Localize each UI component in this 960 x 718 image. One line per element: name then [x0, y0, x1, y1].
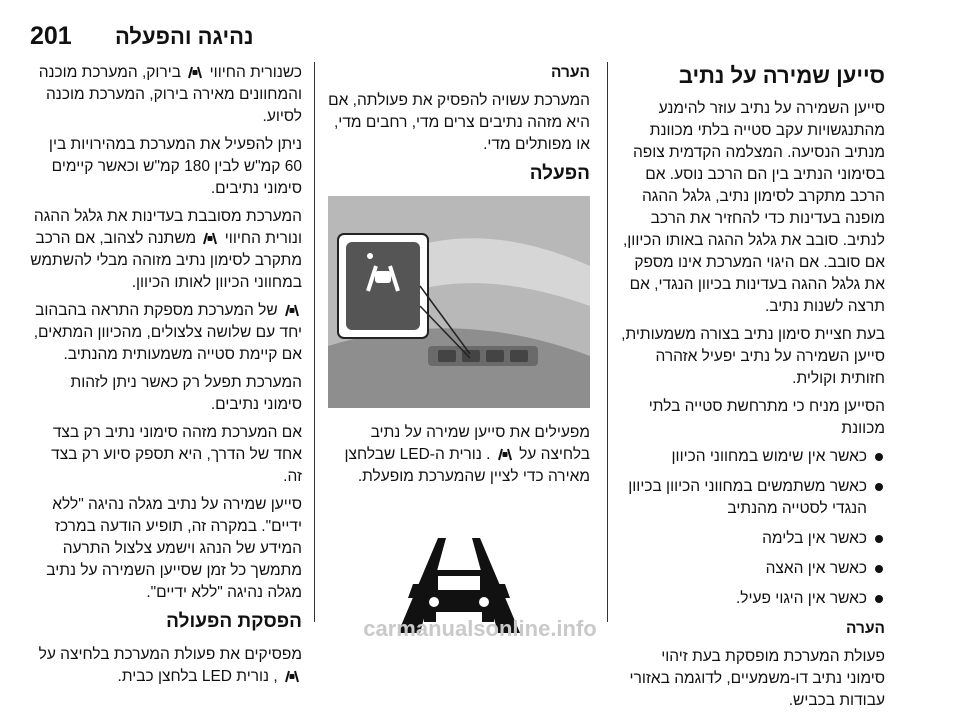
- dashboard-photo-illustration: [328, 196, 590, 408]
- list-item: כאשר אין בלימה: [620, 528, 885, 550]
- one-side-paragraph: אם המערכת מזהה סימוני נתיב רק בצד אחד של הדרך, היא תספק סיוע רק בצד זה.: [51, 424, 302, 485]
- page-number: 201: [30, 22, 72, 50]
- ready-indicator-paragraph: כשנורית החיווי בירוק, המערכת מוכנה והמחוונים מאירה בירוק, המערכת מוכנה לסיוע.: [38, 64, 302, 125]
- left-column: [30, 62, 302, 694]
- lane-assist-title: סייען שמירה על נתיב: [678, 63, 885, 88]
- list-item: כאשר אין שימוש במחווני הכיוון: [620, 446, 885, 468]
- section-title: נהיגה והפעלה: [115, 24, 254, 49]
- intro-paragraph: סייען השמירה על נתיב עוזר להימנע מהתנגשויות עקב סטייה בלתי מכוונת מנתיב הנסיעה. המצלמה הקדמית צופה בסימוני הנתיב בין הם הרכב נוסע. אם הרכב מתקרב לסימון נתיב, גלגל ההגה מופנה בעדינות כדי להחזיר את הרכב לנתיב. סובב את גלגל ההגה באותו הכיוון, אם סובב. אם היגוי המערכת אינו מספק את גלגל ההגה בעדינות בכיוון הנגדי, אם תרצה לשנות נתיב.: [622, 100, 885, 315]
- deactivation-heading: הפסקת הפעולה: [166, 611, 302, 632]
- note-label: הערה: [551, 64, 590, 81]
- column-divider: [314, 62, 315, 622]
- marking-detect-paragraph: המערכת תפעל רק כאשר ניתן לזהות סימוני נתיבים.: [70, 374, 302, 413]
- assumption-paragraph: הסייען מניח כי מתרחשת סטייה בלתי מכוונת: [648, 398, 885, 437]
- speed-range-paragraph: ניתן להפעיל את המערכת במהירויות בין 60 קמ"ש לבין 180 קמ"ש וכאשר קיימים סימוני נתיבים.: [48, 136, 302, 197]
- steering-paragraph: המערכת מסובבת בעדינות את גלגל ההגה ונורית החיווי משתנה לצהוב, אם הרכב מתקרב לסימון נתיב מזוהה מבלי להשתמש במחווני הכיוון לאותו הכיוון.: [30, 208, 302, 291]
- lane-assist-icon: [187, 64, 203, 79]
- column-divider: [607, 62, 608, 622]
- deactivation-paragraph: מפסיקים את פעולת המערכת בלחיצה על , נורית LED בלחצן כבית.: [38, 646, 302, 685]
- condition-list: [620, 446, 885, 610]
- lane-assist-icon: [284, 668, 300, 683]
- middle-column: [328, 62, 590, 638]
- activation-text: מפעילים את סייען שמירה על נתיב בלחיצה על . נורית ה-LED שבלחצן מאירה כדי לציין שהמערכת מופעלת.: [344, 424, 590, 485]
- flash-warning-paragraph: של המערכת מספקת התראה בהבהוב יחד עם שלושה צלצולים, מהכיוון המתאים, אם קיימת סטייה משמעותית מהנתיב.: [33, 302, 302, 363]
- note-text: פעולת המערכת מופסקת בעת זיהוי סימוני נתיב דו-משמעיים, לדוגמה באזורי עבודות בכביש.: [629, 648, 885, 709]
- note-label: הערה: [846, 620, 885, 637]
- watermark: carmanualsonline.info: [363, 616, 597, 641]
- list-item: כאשר אין האצה: [620, 558, 885, 580]
- list-item: כאשר אין היגוי פעיל.: [620, 588, 885, 610]
- hands-off-paragraph: סייען שמירה על נתיב מגלה נהיגה "ללא ידיים". במקרה זה, תופיע הודעה במרכז המידע של הנהג וישמע צלצול התרעה מתמשך כל זמן שסייען השמירה על נתיב מגלה נהיגה "ללא ידיים".: [46, 496, 302, 601]
- lane-assist-icon: [497, 446, 513, 461]
- activation-heading: הפעלה: [529, 163, 590, 184]
- lane-assist-icon: [202, 230, 218, 245]
- page-header: [0, 0, 960, 58]
- list-item: כאשר משתמשים במחווני הכיוון בכיוון הנגדי לסטייה מהנתיב: [620, 476, 885, 520]
- lane-assist-icon: [284, 302, 300, 317]
- warning-paragraph: בעת חציית סימון נתיב בצורה משמעותית, סייען השמירה על נתיב יפעיל אזהרה חזותית וקולית.: [621, 326, 885, 387]
- note-text: המערכת עשויה להפסיק את פעולתה, אם היא מזהה נתיבים צרים מדי, רחבים מדי, או מפותלים מדי.: [328, 92, 590, 153]
- dashboard-button-photo: [328, 196, 590, 408]
